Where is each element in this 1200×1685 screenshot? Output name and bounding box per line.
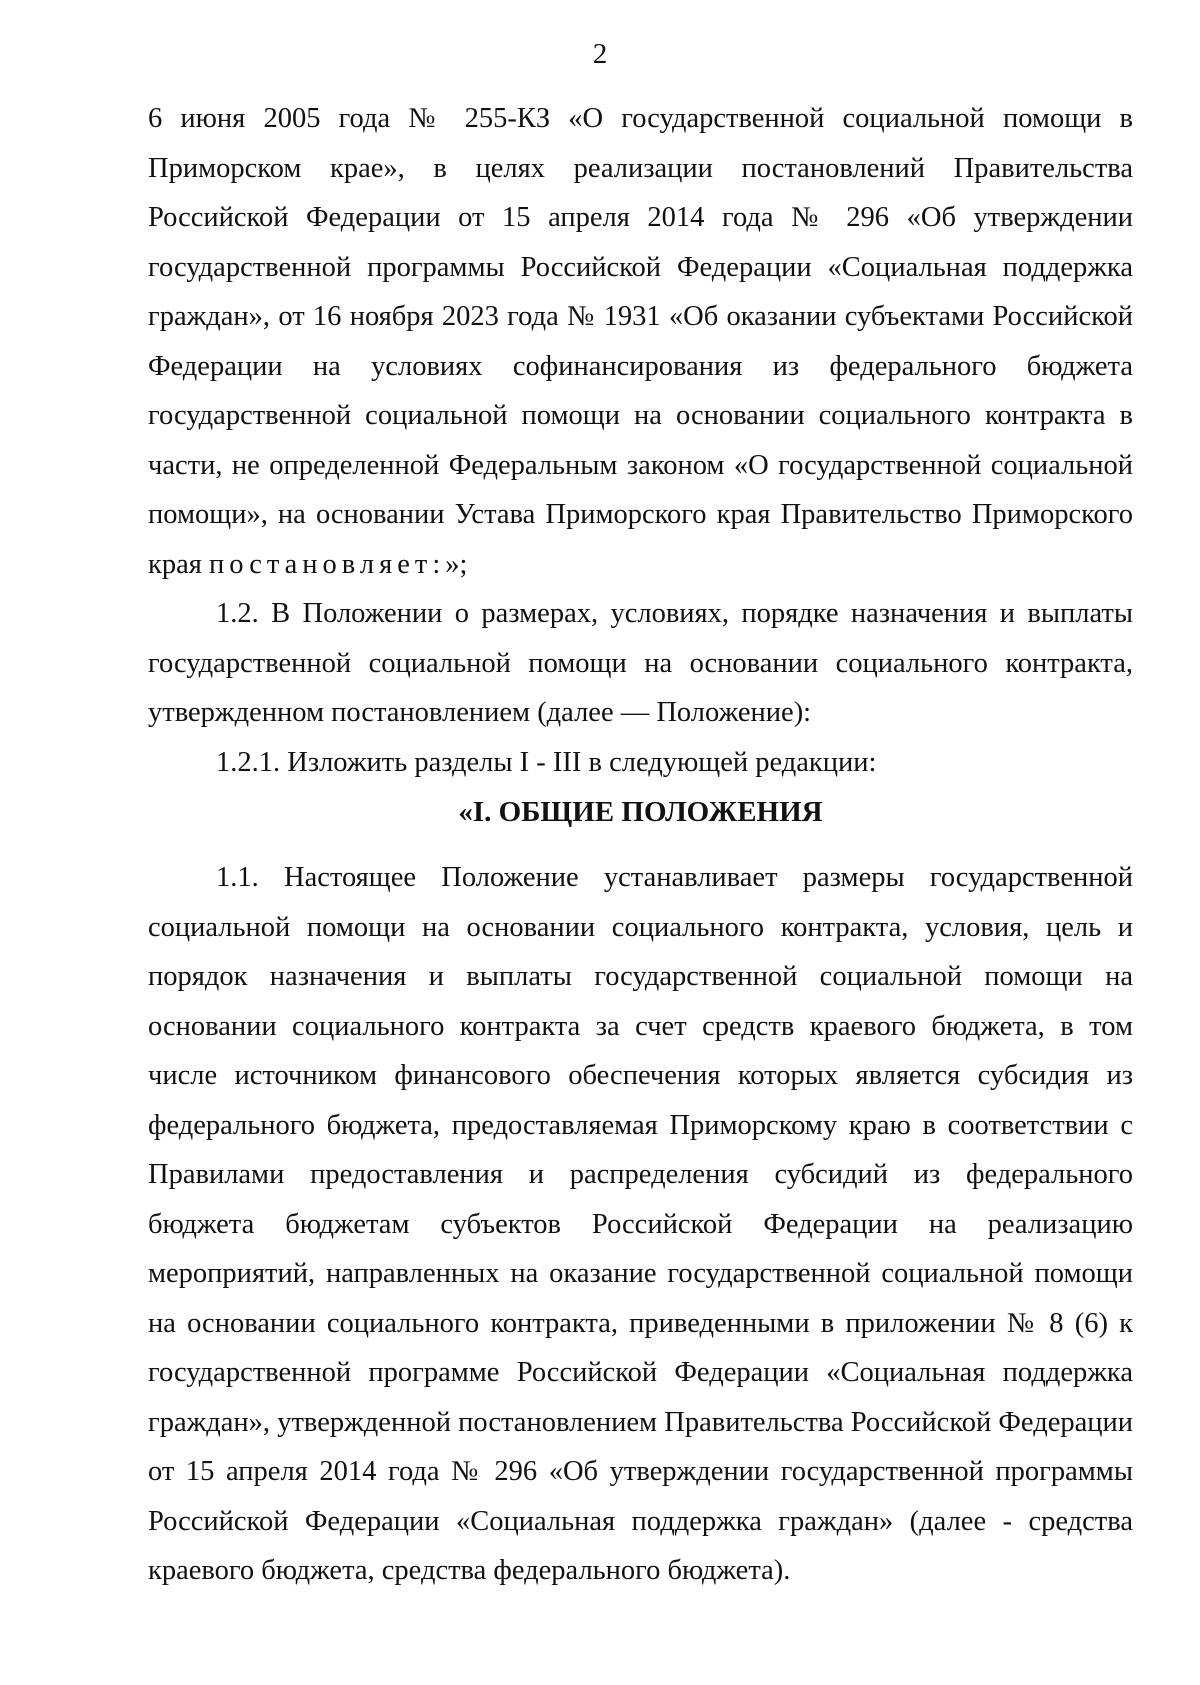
document-body <box>148 94 1133 1596</box>
preamble-text: 6 июня 2005 года № 255-КЗ «О государственной социальной помощи в Приморском крае», в целях реализации постановлений Правительства Российской Федерации от 15 апреля 2014 года № 296 «Об утверждении государственной программы Российской Федерации «Социальная поддержка граждан», от 16 ноября 2023 года № 1931 «Об оказании субъектами Российской Федерации на условиях софинансирования из федерального бюджета государственной социальной помощи на основании социального контракта в части, не определенной Федеральным законом «О государственной социальной помощи», на основании Устава Приморского края Правительство Приморского края <box>148 103 1133 580</box>
section-heading: «I. ОБЩИЕ ПОЛОЖЕНИЯ <box>458 796 823 828</box>
paragraph-1-2-1: 1.2.1. Изложить разделы I - III в следующей редакции: <box>216 746 877 778</box>
preamble-closing: »; <box>445 548 468 580</box>
paragraph-1-1: 1.1. Настоящее Положение устанавливает размеры государственной социальной помощи на основании социального контракта, условия, цель и порядок назначения и выплаты государственной социальной помощи на основании социального контракта за счет средств краевого бюджета, в том числе источником финансового обеспечения которых является субсидия из федерального бюджета, предоставляемая Приморскому краю в соответствии с Правилами предоставления и распределения субсидий из федерального бюджета бюджетам субъектов Российской Федерации на реализацию мероприятий, направленных на оказание государственной социальной помощи на основании социального контракта, приведенными в приложении № 8 (6) к государственной программе Российской Федерации «Социальная поддержка граждан», утвержденной постановлением Правительства Российской Федерации от 15 апреля 2014 года № 296 «Об утверждении государственной программы Российской Федерации «Социальная поддержка граждан» (далее - средства краевого бюджета, средства федерального бюджета). <box>148 862 1133 1586</box>
paragraph-1-2: 1.2. В Положении о размерах, условиях, порядке назначения и выплаты государственной социальной помощи на основании социального контракта, утвержденном постановлением (далее — Положение): <box>148 598 1133 728</box>
page-number: 2 <box>592 38 608 70</box>
paragraph-preamble-continuation <box>148 94 1133 589</box>
resolves-word: постановляет: <box>208 548 446 580</box>
